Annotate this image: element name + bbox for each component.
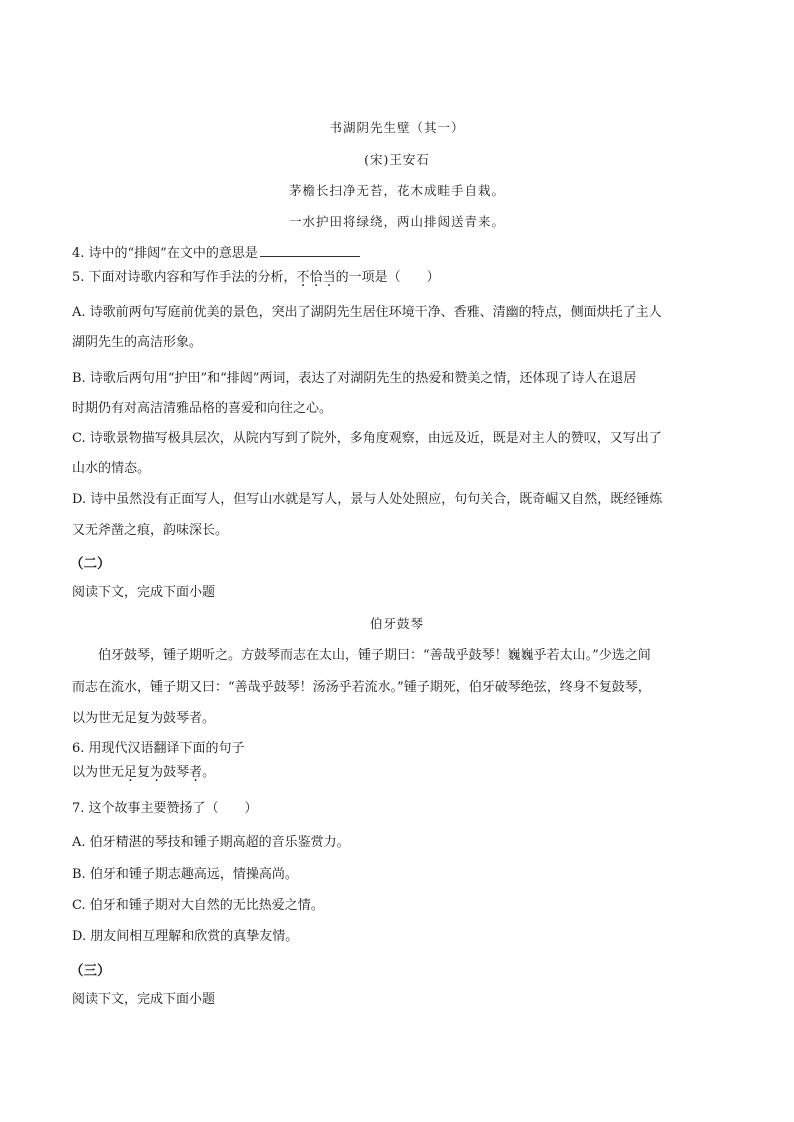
q5-option-a-line-2: 湖阴先生的高洁形象。 bbox=[72, 335, 203, 350]
q5-option-b-line-2: 时期仍有对高洁清雅品格的喜爱和向往之心。 bbox=[72, 401, 333, 416]
q5-option-d-line-2: 又无斧凿之痕，韵味深长。 bbox=[72, 523, 229, 538]
emphasis-char: 足 bbox=[124, 765, 138, 780]
sentence-part: 。 bbox=[202, 765, 216, 780]
q7-option-a: A. 伯牙精湛的琴技和锺子期高超的音乐鉴赏力。 bbox=[72, 835, 350, 850]
question-4 bbox=[72, 242, 722, 264]
passage-line-3: 以为世无足复为鼓琴者。 bbox=[72, 711, 216, 726]
answer-blank[interactable] bbox=[260, 242, 360, 257]
emphasis-char: 为 bbox=[150, 765, 164, 780]
question-6-sentence bbox=[72, 763, 722, 783]
emphasis-char: 当 bbox=[322, 270, 336, 285]
section-3-instruction: 阅读下文，完成下面小题 bbox=[72, 992, 216, 1007]
q7-option-d: D. 朋友间相互理解和欣赏的真挚友情。 bbox=[72, 929, 299, 944]
q7-option-b: B. 伯牙和锺子期志趣高远，情操高尚。 bbox=[72, 867, 298, 882]
passage-title: 伯牙鼓琴 bbox=[369, 616, 424, 631]
question-4-text: 4. 诗中的“排闼”在文中的意思是 bbox=[72, 246, 258, 261]
emphasis-char: 恰 bbox=[309, 270, 323, 285]
passage-line-1: 伯牙鼓琴，锺子期听之。方鼓琴而志在太山，锺子期曰：“善哉乎鼓琴！巍巍乎若太山。”少选之间 bbox=[72, 648, 651, 663]
q5-option-c-line-2: 山水的情态。 bbox=[72, 461, 151, 476]
q7-option-c: C. 伯牙和锺子期对大自然的无比热爱之情。 bbox=[72, 898, 324, 913]
emphasis-char: 者 bbox=[189, 765, 203, 780]
question-5 bbox=[72, 268, 722, 288]
sentence-part: 鼓琴 bbox=[163, 765, 190, 780]
passage-line-2: 而志在流水，锺子期又曰：“善哉乎鼓琴！汤汤乎若流水。”锺子期死，伯牙破琴绝弦，终身不复鼓琴， bbox=[72, 680, 651, 695]
section-3-label: （三） bbox=[70, 963, 111, 979]
section-2-instruction: 阅读下文，完成下面小题 bbox=[72, 585, 216, 600]
poem-line-1: 茅檐长扫净无苔，花木成畦手自栽。 bbox=[288, 183, 505, 198]
poem-line-2: 一水护田将绿绕，两山排闼送青来。 bbox=[288, 214, 505, 229]
q5-option-d-line-1: D. 诗中虽然没有正面写人，但写山水就是写人，景与人处处照应，句句关合，既奇崛又自然，既经锤炼 bbox=[72, 492, 663, 507]
section-2-label: （二） bbox=[70, 556, 111, 572]
q5-option-c-line-1: C. 诗歌景物描写极具层次，从院内写到了院外，多角度观察，由远及近，既是对主人的赞叹，又写出了 bbox=[72, 431, 662, 446]
emphasis-char: 不 bbox=[296, 270, 310, 285]
question-5-before: 5. 下面对诗歌内容和写作手法的分析， bbox=[72, 270, 297, 285]
sentence-part: 以为世无 bbox=[72, 765, 125, 780]
sentence-part: 复 bbox=[137, 765, 151, 780]
q5-option-b-line-1: B. 诗歌后两句用“护田”和“排闼”两词，表达了对湖阴先生的热爱和赞美之情，还体现了诗人在退居 bbox=[72, 371, 637, 386]
question-5-after: 的一项是（ ） bbox=[335, 270, 440, 285]
question-7: 7. 这个故事主要赞扬了（ ） bbox=[72, 801, 258, 816]
poem-author: (宋)王安石 bbox=[364, 152, 430, 167]
poem-title: 书湖阴先生壁（其一） bbox=[329, 120, 465, 135]
q5-option-a-line-1: A. 诗歌前两句写庭前优美的景色，突出了湖阴先生居住环境干净、香雅、清幽的特点，侧面烘托了主人 bbox=[72, 305, 662, 320]
question-6: 6. 用现代汉语翻译下面的句子 bbox=[72, 741, 245, 756]
